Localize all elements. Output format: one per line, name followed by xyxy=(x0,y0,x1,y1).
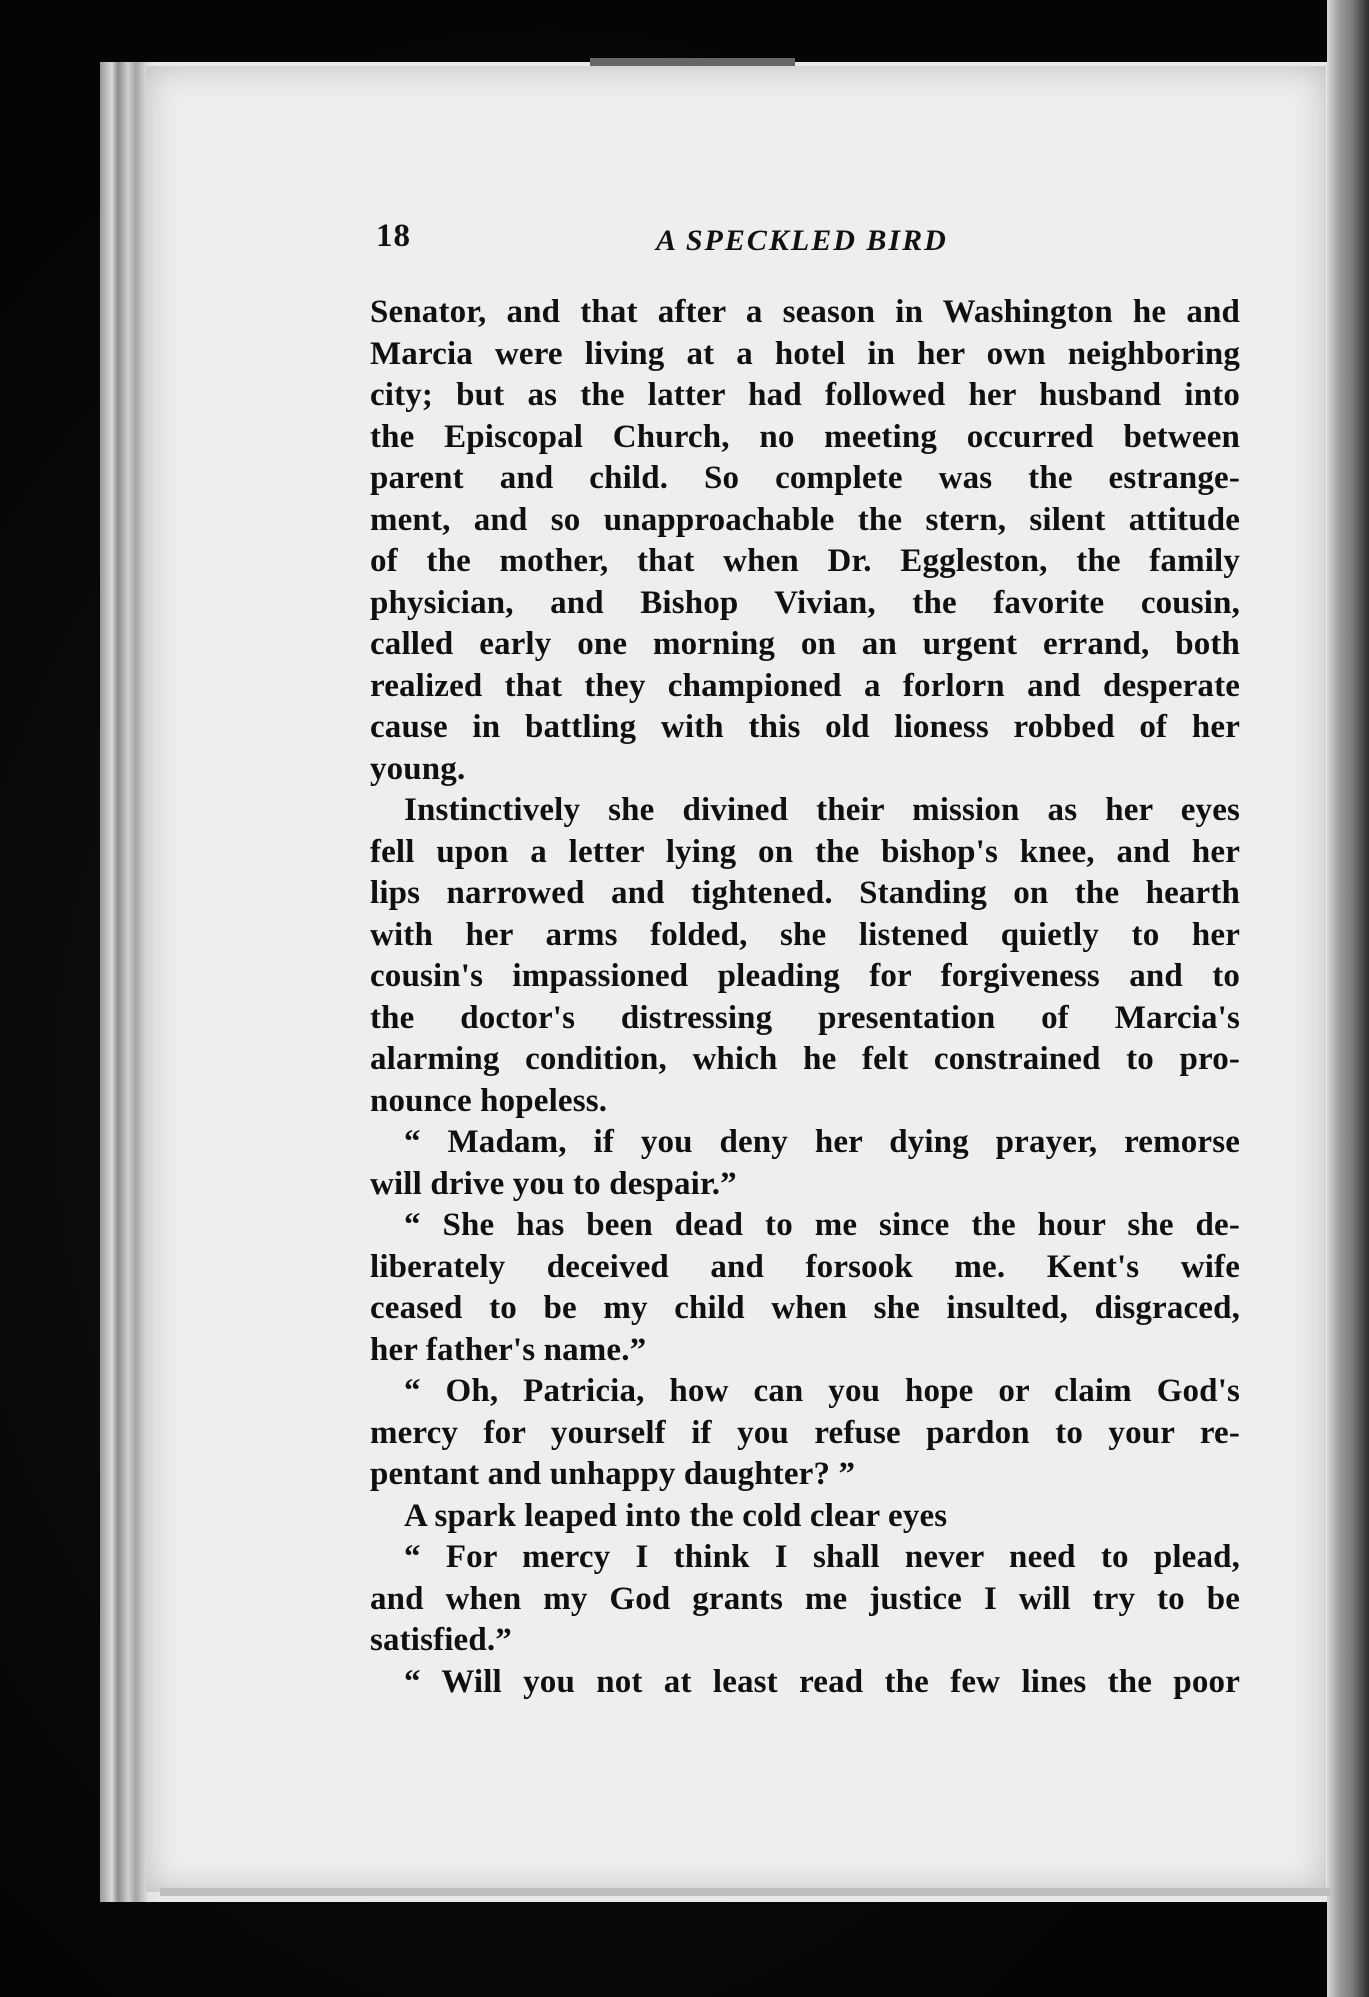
text-line-16: with her arms folded, she listened quietly to her xyxy=(370,916,1240,953)
text-line-29: pentant and unhappy daughter? ” xyxy=(370,1456,856,1492)
text-line-32: and when my God grants me justice I will try to be xyxy=(370,1580,1240,1617)
text-line-5: parent and child. So complete was the estrange- xyxy=(370,460,1240,496)
running-head: A SPECKLED BIRD xyxy=(656,224,948,257)
text-line-24: liberately deceived and forsook me. Kent's wife xyxy=(370,1248,1240,1285)
text-line-26: her father's name.” xyxy=(370,1331,647,1368)
text-line-27: “ Oh, Patricia, how can you hope or claim God's xyxy=(404,1373,1240,1409)
text-line-1: Senator, and that after a season in Washington he and xyxy=(370,294,1240,330)
text-line-25: ceased to be my child when she insulted, disgraced, xyxy=(370,1290,1240,1326)
text-line-9: called early one morning on an urgent errand, both xyxy=(370,626,1240,662)
text-line-2: Marcia were living at a hotel in her own neighboring xyxy=(370,335,1240,372)
text-line-23: “ She has been dead to me since the hour she de- xyxy=(404,1207,1240,1243)
text-line-22: will drive you to despair.” xyxy=(370,1165,737,1202)
page-header xyxy=(376,218,1226,268)
text-line-14: fell upon a letter lying on the bishop's knee, and her xyxy=(370,833,1240,870)
text-line-3: city; but as the latter had followed her husband into xyxy=(370,377,1240,413)
text-line-7: of the mother, that when Dr. Eggleston, the family xyxy=(370,543,1240,579)
text-line-21: “ Madam, if you deny her dying prayer, remorse xyxy=(404,1124,1240,1160)
text-line-33: satisfied.” xyxy=(370,1622,512,1658)
bottom-page-edge xyxy=(160,1888,1330,1896)
text-line-17: cousin's impassioned pleading for forgiveness and to xyxy=(370,958,1240,994)
text-line-28: mercy for yourself if you refuse pardon to your re- xyxy=(370,1414,1240,1451)
text-line-4: the Episcopal Church, no meeting occurred between xyxy=(370,418,1240,455)
text-line-13: Instinctively she divined their mission as her eyes xyxy=(404,792,1240,828)
text-line-34: “ Will you not at least read the few lines the poor xyxy=(404,1663,1240,1700)
right-book-edge xyxy=(1327,0,1369,1997)
text-line-11: cause in battling with this old lioness robbed of her xyxy=(370,709,1240,745)
text-line-30: A spark leaped into the cold clear eyes xyxy=(404,1497,948,1534)
text-line-15: lips narrowed and tightened. Standing on the hearth xyxy=(370,875,1240,911)
body-text xyxy=(370,292,1240,1703)
text-line-12: young. xyxy=(370,750,466,787)
page-number: 18 xyxy=(376,218,411,254)
text-line-6: ment, and so unapproachable the stern, silent attitude xyxy=(370,501,1240,538)
text-line-20: nounce hopeless. xyxy=(370,1082,608,1119)
text-line-18: the doctor's distressing presentation of Marcia's xyxy=(370,999,1240,1036)
text-line-31: “ For mercy I think I shall never need to plead, xyxy=(404,1539,1240,1575)
text-line-8: physician, and Bishop Vivian, the favorite cousin, xyxy=(370,584,1240,621)
text-line-19: alarming condition, which he felt constrained to pro- xyxy=(370,1041,1240,1077)
text-line-10: realized that they championed a forlorn and desperate xyxy=(370,667,1240,704)
